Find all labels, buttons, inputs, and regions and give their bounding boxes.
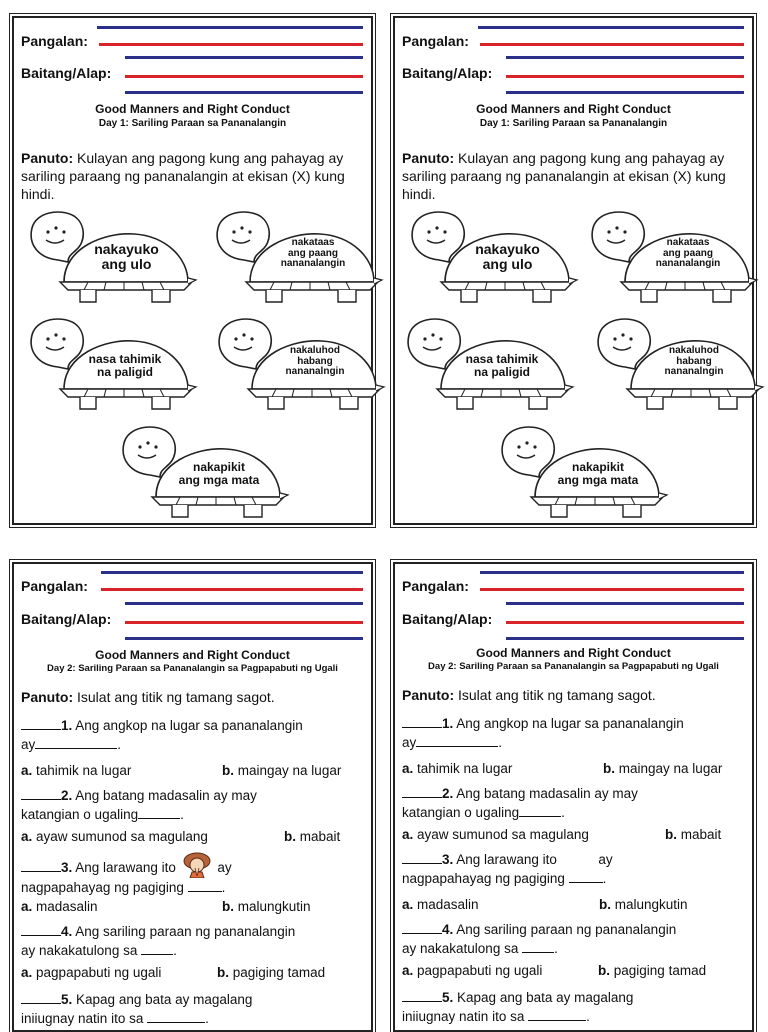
q1-option-a[interactable]: a. tahimik na lugar	[402, 761, 513, 776]
fill-blank[interactable]	[528, 1007, 586, 1021]
fill-blank[interactable]	[519, 803, 561, 817]
worksheet-subtitle: Day 2: Sariling Paraan sa Pananalangin sa Pagpapabuti ng Ugali	[47, 663, 338, 674]
instruction	[402, 149, 744, 203]
q3-option-b[interactable]: b. malungkutin	[222, 899, 311, 914]
question-1: 1. Ang angkop na lugar sa pananalangin ay .	[21, 718, 303, 752]
answer-blank[interactable]	[402, 920, 442, 934]
name-label: Pangalan:	[402, 33, 469, 49]
turtle-text: nakapikit ang mga mata	[557, 460, 639, 487]
question-4: 4. Ang sariling paraan ng pananalangin ay nakakatulong sa .	[402, 922, 677, 956]
turtle-text: nakataas ang paang nananalangin	[280, 237, 346, 269]
turtle-1[interactable]	[405, 206, 575, 306]
turtle-text: nasa tahimik na paligid	[465, 352, 539, 379]
question-1: 1. Ang angkop na lugar sa pananalangin ay .	[402, 716, 684, 750]
fill-blank[interactable]	[138, 805, 180, 819]
fill-blank[interactable]	[188, 878, 222, 892]
answer-blank[interactable]	[21, 858, 61, 872]
line-blue	[125, 602, 363, 605]
line-blue	[125, 637, 363, 640]
answer-blank[interactable]	[402, 784, 442, 798]
question-5: 5. Kapag ang bata ay magalang iniiugnay natin ito sa .	[402, 990, 634, 1024]
line-red	[506, 75, 744, 78]
q1-option-b[interactable]: b. maingay na lugar	[603, 761, 723, 776]
turtle-4[interactable]	[591, 313, 761, 413]
q3-option-b[interactable]: b. malungkutin	[599, 897, 688, 912]
line-red	[480, 588, 744, 591]
q4-option-a[interactable]: a. pagpapabuti ng ugali	[21, 965, 162, 980]
q1-option-a[interactable]: a. tahimik na lugar	[21, 763, 132, 778]
worksheet-subtitle: Day 1: Sariling Paraan sa Pananalangin	[98, 118, 287, 129]
question-2: 2. Ang batang madasalin ay may katangian o ugaling .	[402, 786, 638, 820]
grade-label: Baitang/Alap:	[21, 611, 112, 627]
question-5: 5. Kapag ang bata ay magalang iniiugnay natin ito sa .	[21, 992, 253, 1026]
answer-blank[interactable]	[21, 786, 61, 800]
grade-label: Baitang/Alap:	[402, 611, 493, 627]
question-3: 3. Ang larawang ito ay nagpapahayag ng pagiging .	[402, 852, 613, 886]
worksheet-day1-left	[12, 16, 373, 525]
worksheet-title: Good Manners and Right Conduct	[95, 102, 290, 116]
panuto-label: Panuto:	[402, 687, 455, 703]
fill-blank[interactable]	[147, 1009, 205, 1023]
worksheet-day2-left	[12, 562, 373, 1032]
instruction-text: Isulat ang titik ng tamang sagot.	[77, 689, 275, 705]
instruction	[402, 686, 744, 704]
instruction	[21, 149, 363, 203]
worksheet-title: Good Manners and Right Conduct	[95, 648, 290, 662]
grade-field[interactable]	[402, 54, 744, 84]
q1-option-b[interactable]: b. maingay na lugar	[222, 763, 342, 778]
panuto-label: Panuto:	[21, 150, 74, 166]
panuto-label: Panuto:	[402, 150, 455, 166]
name-field[interactable]	[21, 569, 363, 599]
instruction-text: Kulayan ang pagong kung ang pahayag ay sariling paraang ng pananalangin at ekisan (X) kung hindi.	[21, 150, 345, 202]
line-blue	[125, 91, 363, 94]
turtle-text: nakayuko ang ulo	[94, 241, 159, 272]
worksheet-subtitle: Day 1: Sariling Paraan sa Pananalangin	[479, 118, 668, 129]
turtle-text: nakataas ang paang nananalangin	[655, 237, 721, 269]
grade-label: Baitang/Alap:	[21, 65, 112, 81]
instruction-text: Isulat ang titik ng tamang sagot.	[458, 687, 656, 703]
q2-option-a[interactable]: a. ayaw sumunod sa magulang	[402, 827, 589, 842]
turtle-1[interactable]	[24, 206, 194, 306]
fill-blank[interactable]	[522, 939, 554, 953]
line-red	[506, 621, 744, 624]
instruction-text: Kulayan ang pagong kung ang pahayag ay sariling paraang ng pananalangin at ekisan (X) kung hindi.	[402, 150, 726, 202]
answer-blank[interactable]	[402, 850, 442, 864]
line-blue	[101, 571, 363, 574]
q2-option-b[interactable]: b. mabait	[665, 827, 722, 842]
answer-blank[interactable]	[402, 988, 442, 1002]
turtle-text: nakaluhod habang nananalngin	[285, 345, 345, 377]
line-red	[125, 75, 363, 78]
praying-child-icon	[180, 852, 214, 878]
turtle-3[interactable]	[24, 313, 194, 413]
q2-option-b[interactable]: b. mabait	[284, 829, 341, 844]
worksheet-day2-right	[393, 562, 754, 1032]
grade-field[interactable]	[21, 600, 363, 630]
name-field[interactable]	[21, 24, 363, 54]
line-blue	[478, 26, 744, 29]
line-red	[480, 43, 744, 46]
line-blue	[506, 91, 744, 94]
line-red	[125, 621, 363, 624]
worksheet-title: Good Manners and Right Conduct	[476, 102, 671, 116]
line-blue	[506, 602, 744, 605]
name-field[interactable]	[402, 569, 744, 599]
answer-blank[interactable]	[21, 716, 61, 730]
line-blue	[506, 637, 744, 640]
name-field[interactable]	[402, 24, 744, 54]
instruction	[21, 688, 363, 706]
answer-blank[interactable]	[21, 990, 61, 1004]
worksheet-day1-right	[393, 16, 754, 525]
turtle-text: nakapikit ang mga mata	[178, 460, 260, 487]
line-blue	[125, 56, 363, 59]
answer-blank[interactable]	[21, 922, 61, 936]
turtle-5[interactable]	[495, 421, 665, 521]
question-4: 4. Ang sariling paraan ng pananalangin ay nakakatulong sa .	[21, 924, 296, 958]
fill-blank[interactable]	[35, 735, 117, 749]
grade-field[interactable]	[21, 54, 363, 84]
question-2: 2. Ang batang madasalin ay may katangian o ugaling .	[21, 788, 257, 822]
line-red	[101, 588, 363, 591]
line-blue	[480, 571, 744, 574]
turtle-2[interactable]	[210, 206, 380, 306]
panuto-label: Panuto:	[21, 689, 74, 705]
q3-option-a[interactable]: a. madasalin	[402, 897, 479, 912]
fill-blank[interactable]	[416, 733, 498, 747]
q4-option-b[interactable]: b. pagiging tamad	[217, 965, 326, 980]
turtle-text: nakaluhod habang nananalngin	[664, 345, 724, 377]
worksheet-subtitle: Day 2: Sariling Paraan sa Pananalangin sa Pagpapabuti ng Ugali	[428, 661, 719, 672]
turtle-text: nakayuko ang ulo	[475, 241, 540, 272]
name-label: Pangalan:	[402, 578, 469, 594]
turtle-5[interactable]	[116, 421, 286, 521]
name-label: Pangalan:	[21, 578, 88, 594]
q2-option-a[interactable]: a. ayaw sumunod sa magulang	[21, 829, 208, 844]
question-3: 3. Ang larawang ito ay nagpapahayag ng pagiging .	[21, 852, 363, 897]
turtle-2[interactable]	[585, 206, 755, 306]
answer-blank[interactable]	[402, 714, 442, 728]
line-blue	[97, 26, 363, 29]
q4-option-b[interactable]: b. pagiging tamad	[598, 963, 707, 978]
line-red	[99, 43, 363, 46]
turtle-text: nasa tahimik na paligid	[88, 352, 162, 379]
turtle-4[interactable]	[212, 313, 382, 413]
fill-blank[interactable]	[569, 869, 603, 883]
grade-label: Baitang/Alap:	[402, 65, 493, 81]
name-label: Pangalan:	[21, 33, 88, 49]
q3-option-a[interactable]: a. madasalin	[21, 899, 98, 914]
fill-blank[interactable]	[141, 941, 173, 955]
q4-option-a[interactable]: a. pagpapabuti ng ugali	[402, 963, 543, 978]
worksheet-title: Good Manners and Right Conduct	[476, 646, 671, 660]
line-blue	[506, 56, 744, 59]
turtle-3[interactable]	[401, 313, 571, 413]
grade-field[interactable]	[402, 600, 744, 630]
